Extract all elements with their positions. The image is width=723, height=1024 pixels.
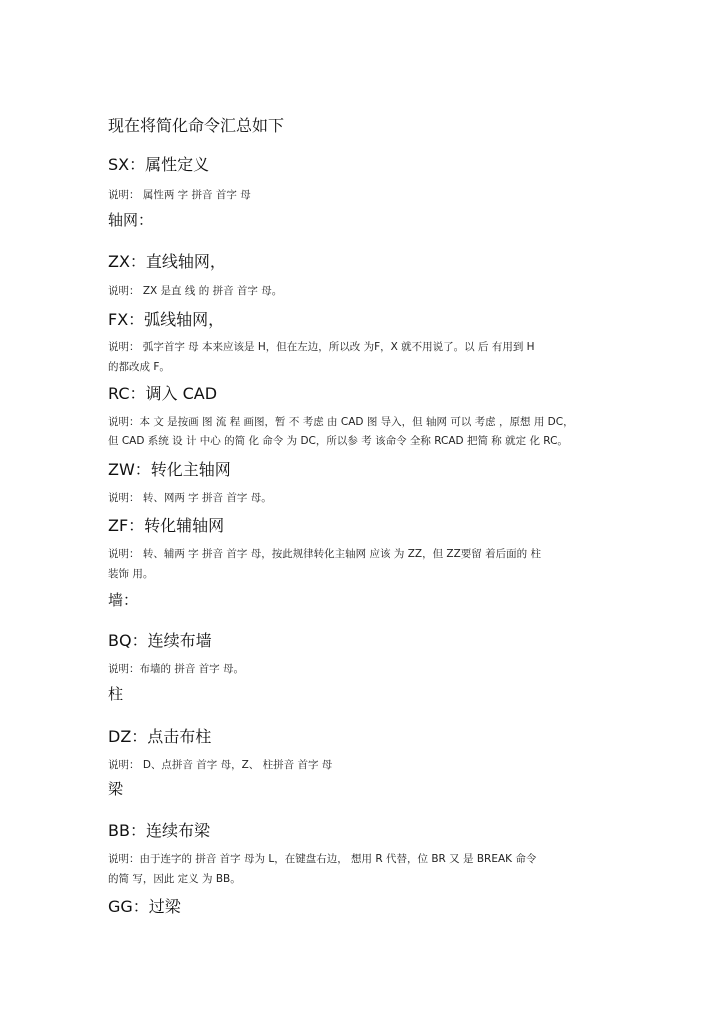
command-bb: BB：连续布梁 — [108, 821, 210, 840]
command-zw: ZW：转化主轴网 — [108, 460, 231, 479]
description-zf-line1: 说明： 转、辅两 字 拼音 首字 母，按此规律转化主轴网 应该 为 ZZ，但 ZZ要留 着后面的 柱 — [108, 548, 541, 560]
description-zx: 说明： ZX 是直 线 的 拼音 首字 母。 — [108, 285, 283, 297]
description-bb-line2: 的简 写，因此 定义 为 BB。 — [108, 873, 241, 885]
description-dz: 说明： D、点拼音 首字 母，Z、 柱拼音 首字 母 — [108, 759, 333, 771]
command-rc: RC：调入 CAD — [108, 384, 218, 403]
description-zw: 说明： 转、网两 字 拼音 首字 母。 — [108, 492, 272, 504]
description-sx: 说明： 属性两 字 拼音 首字 母 — [108, 189, 251, 201]
category-wall: 墙： — [108, 591, 139, 609]
command-gg: GG：过梁 — [108, 897, 181, 916]
command-fx: FX：弧线轴网， — [108, 310, 225, 329]
description-rc-line2: 但 CAD 系统 设 计 中心 的简 化 命令 为 DC，所以参 考 该命令 全称 RCAD 把简 称 就定 化 RC。 — [108, 435, 568, 447]
description-fx-line1: 说明： 弧字首字 母 本来应该是 H，但在左边，所以改 为F，X 就不用说了。以 后 有用到 H — [108, 341, 535, 353]
description-bb-line1: 说明：由于连字的 拼音 首字 母为 L，在键盘右边， 想用 R 代替，位 BR 又 是 BREAK 命令 — [108, 853, 537, 865]
command-zf: ZF：转化辅轴网 — [108, 516, 225, 535]
command-zx: ZX：直线轴网， — [108, 252, 226, 271]
command-bq: BQ：连续布墙 — [108, 631, 212, 650]
description-rc-line1: 说明：本 文 是按画 图 流 程 画图，暂 不 考虑 由 CAD 图 导入，但 轴网 可以 考虑 ，原想 用 DC， — [108, 416, 574, 428]
category-column: 柱 — [108, 685, 124, 703]
description-fx-line2: 的都改成 F。 — [108, 361, 170, 373]
category-axis-grid: 轴网： — [108, 211, 154, 229]
description-bq: 说明：布墙的 拼音 首字 母。 — [108, 663, 245, 675]
intro-heading: 现在将简化命令汇总如下 — [108, 116, 285, 135]
description-zf-line2: 装饰 用。 — [108, 568, 154, 580]
category-beam: 梁 — [108, 780, 124, 798]
command-sx: SX：属性定义 — [108, 155, 210, 174]
command-dz: DZ：点击布柱 — [108, 727, 212, 746]
